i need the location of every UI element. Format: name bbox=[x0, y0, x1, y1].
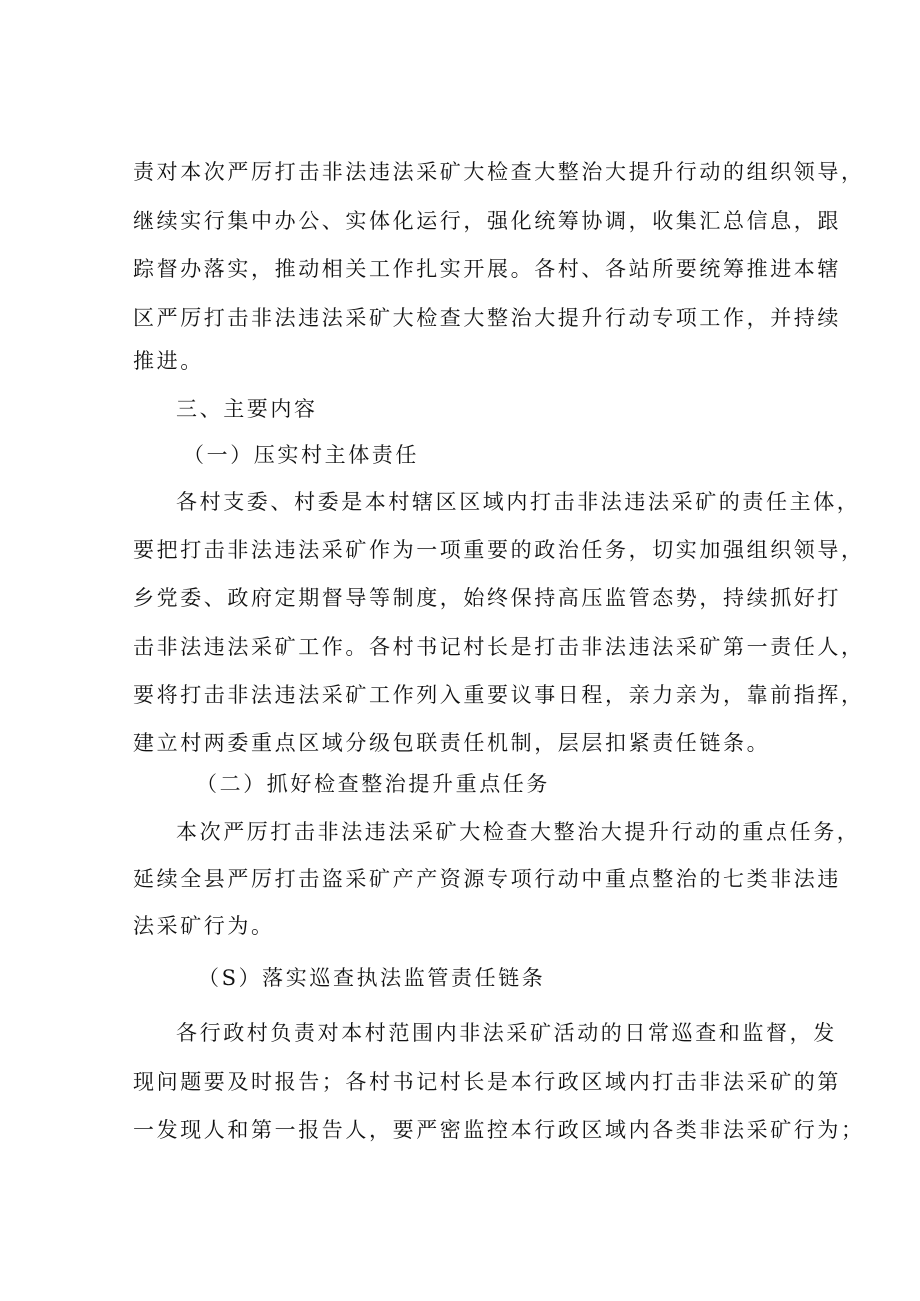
paragraph-line: 推进。 bbox=[133, 349, 204, 373]
paragraph-line: 现问题要及时报告；各村书记村长是本行政区域内打击非法采矿的第 bbox=[133, 1070, 841, 1094]
paragraph-line: 区严厉打击非法违法采矿大检查大整治大提升行动专项工作，并持续 bbox=[133, 306, 841, 330]
subsection-heading: （二）抓好检查整治提升重点任务 bbox=[196, 772, 550, 796]
paragraph-line: 一发现人和第一报告人，要严密监控本行政区域内各类非法采矿行为； bbox=[133, 1118, 865, 1142]
paragraph-line: 乡党委、政府定期督导等制度，始终保持高压监管态势，持续抓好打 bbox=[133, 586, 841, 610]
paragraph-line: 责对本次严厉打击非法违法采矿大检查大整治大提升行动的组织领导， bbox=[133, 160, 865, 184]
paragraph-line: 要将打击非法违法采矿工作列入重要议事日程，亲力亲为，靠前指挥， bbox=[133, 683, 865, 707]
subsection-heading: （一）压实村主体责任 bbox=[183, 443, 419, 467]
paragraph-line: 本次严厉打击非法违法采矿大检查大整治大提升行动的重点任务， bbox=[176, 820, 861, 844]
paragraph-line: 继续实行集中办公、实体化运行，强化统筹协调，收集汇总信息，跟 bbox=[133, 209, 841, 233]
paragraph-line: 延续全县严厉打击盗采矿产产资源专项行动中重点整治的七类非法违 bbox=[133, 867, 841, 891]
paragraph-line: 要把打击非法违法采矿作为一项重要的政治任务，切实加强组织领导， bbox=[133, 538, 865, 562]
paragraph-line: 击非法违法采矿工作。各村书记村长是打击非法违法采矿第一责任人， bbox=[133, 635, 865, 659]
paragraph-line: 踪督办落实，推动相关工作扎实开展。各村、各站所要统筹推进本辖 bbox=[133, 257, 841, 281]
paragraph-line: 各行政村负责对本村范围内非法采矿活动的日常巡查和监督，发 bbox=[176, 1021, 837, 1045]
section-heading: 三、主要内容 bbox=[176, 397, 318, 421]
paragraph-line: 法采矿行为。 bbox=[133, 914, 275, 938]
paragraph-line: 各村支委、村委是本村辖区区域内打击非法违法采矿的责任主体， bbox=[176, 490, 861, 514]
subsection-heading: （S）落实巡查执法监管责任链条 bbox=[198, 966, 546, 990]
paragraph-line: 建立村两委重点区域分级包联责任机制，层层扣紧责任链条。 bbox=[133, 731, 771, 755]
